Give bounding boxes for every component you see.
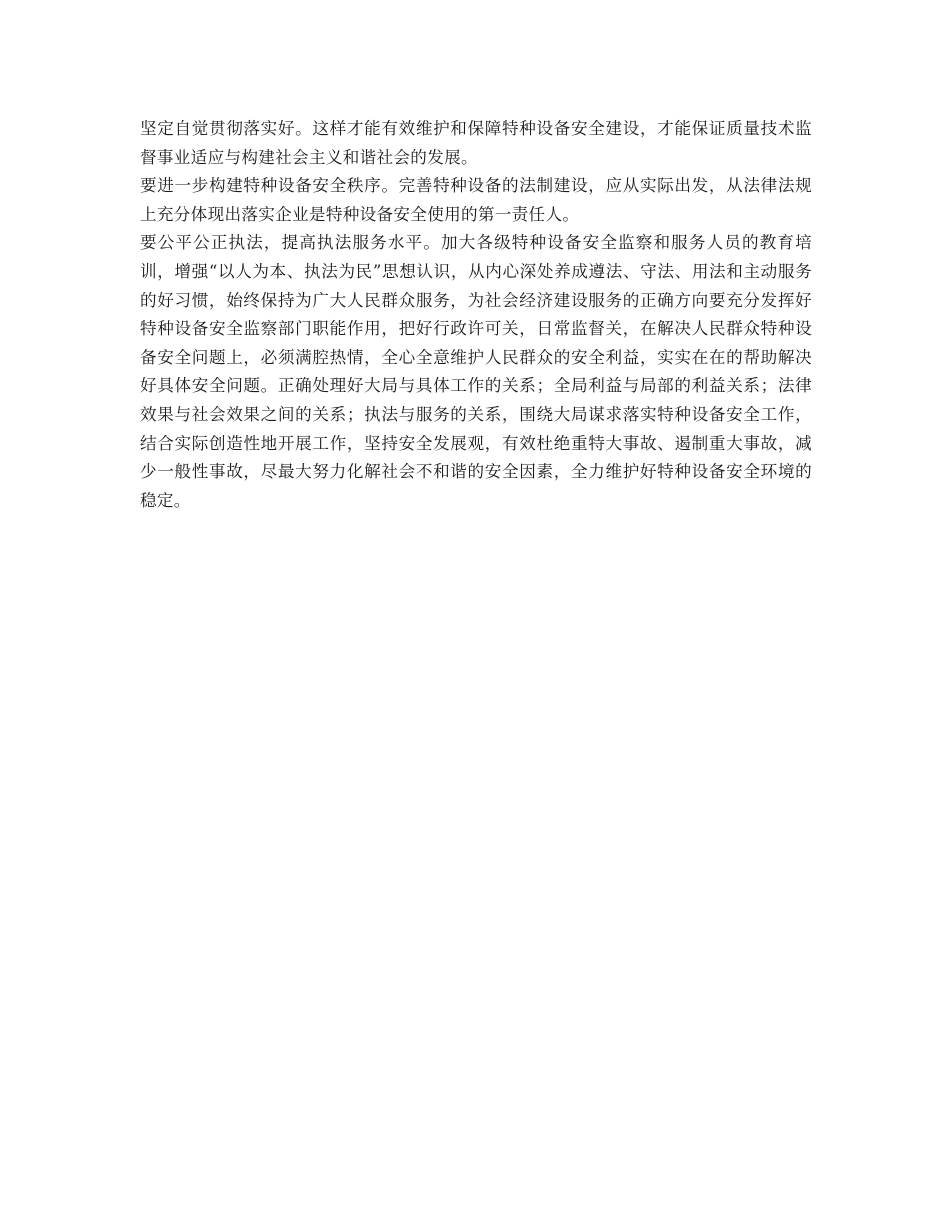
paragraph-fair-enforcement: 要公平公正执法，提高执法服务水平。加大各级特种设备安全监察和服务人员的教育培训，增强“以人为本、执法为民”思想认识，从内心深处养成遵法、守法、用法和主动服务的好习惯，始终保持为广大人民群众服务，为社会经济建设服务的正确方向要充分发挥好特种设备安全监察部门职能作用，把好行政许可关，日常监督关，在解决人民群众特种设备安全问题上，必须满腔热情，全心全意维护人民群众的安全利益，实实在在的帮助解决好具体安全问题。正确处理好大局与具体工作的关系；全局利益与局部的利益关系；法律效果与社会效果之间的关系；执法与服务的关系，围绕大局谋求落实特种设备安全工作，结合实际创造性地开展工作，坚持安全发展观，有效杜绝重特大事故、遏制重大事故，减少一般性事故，尽最大努力化解社会不和谐的安全因素，全力维护好特种设备安全环境的稳定。 — [140, 233, 812, 510]
paragraph-safety-order: 要进一步构建特种设备安全秩序。完善特种设备的法制建设，应从实际出发，从法律法规上充分体现出落实企业是特种设备安全使用的第一责任人。 — [140, 176, 812, 224]
document-body — [140, 115, 812, 515]
paragraph-quality-supervision: 坚定自觉贯彻落实好。这样才能有效维护和保障特种设备安全建设，才能保证质量技术监督事业适应与构建社会主义和谐社会的发展。 — [140, 119, 812, 167]
